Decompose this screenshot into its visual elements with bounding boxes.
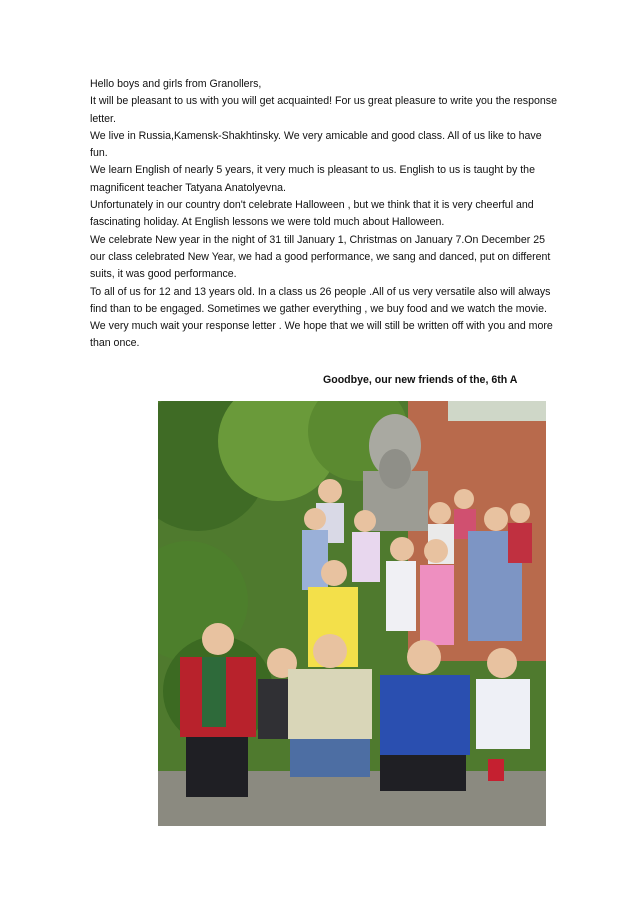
letter-body xyxy=(90,76,560,353)
class-group-photo xyxy=(158,401,546,826)
letter-paragraph: To all of us for 12 and 13 years old. In a class us 26 people .All of us very versatile also will always find than to be engaged. Sometimes we gather everything , we buy food and we watch the movie. xyxy=(90,285,551,315)
letter-signoff: Goodbye, our new friends of the, 6th A xyxy=(323,374,518,386)
letter-paragraph: Unfortunately in our country don't celebrate Halloween , but we think that it is very cheerful and fascinating holiday. At English lessons we were told much about Halloween. xyxy=(90,199,534,229)
letter-paragraph: We celebrate New year in the night of 31 till January 1, Christmas on January 7.On December 25 our class celebrated New Year, we had a good performance, we sang and danced, put on different suits, it was good performance. xyxy=(90,233,551,281)
letter-paragraph: We live in Russia,Kamensk-Shakhtinsky. We very amicable and good class. All of us like to have fun. xyxy=(90,129,542,160)
letter-paragraph: We learn English of nearly 5 years, it very much is pleasant to us. English to us is taught by the magnificent teacher Tatyana Anatolyevna. xyxy=(90,164,535,194)
letter-greeting: Hello boys and girls from Granollers, xyxy=(90,78,262,90)
letter-paragraph: It will be pleasant to us with you will get acquainted! For us great pleasure to write you the response letter. xyxy=(90,95,557,125)
group-photo-illustration xyxy=(158,401,546,826)
letter-paragraph: We very much wait your response letter . We hope that we will still be written off with you and more than once. xyxy=(90,320,553,350)
